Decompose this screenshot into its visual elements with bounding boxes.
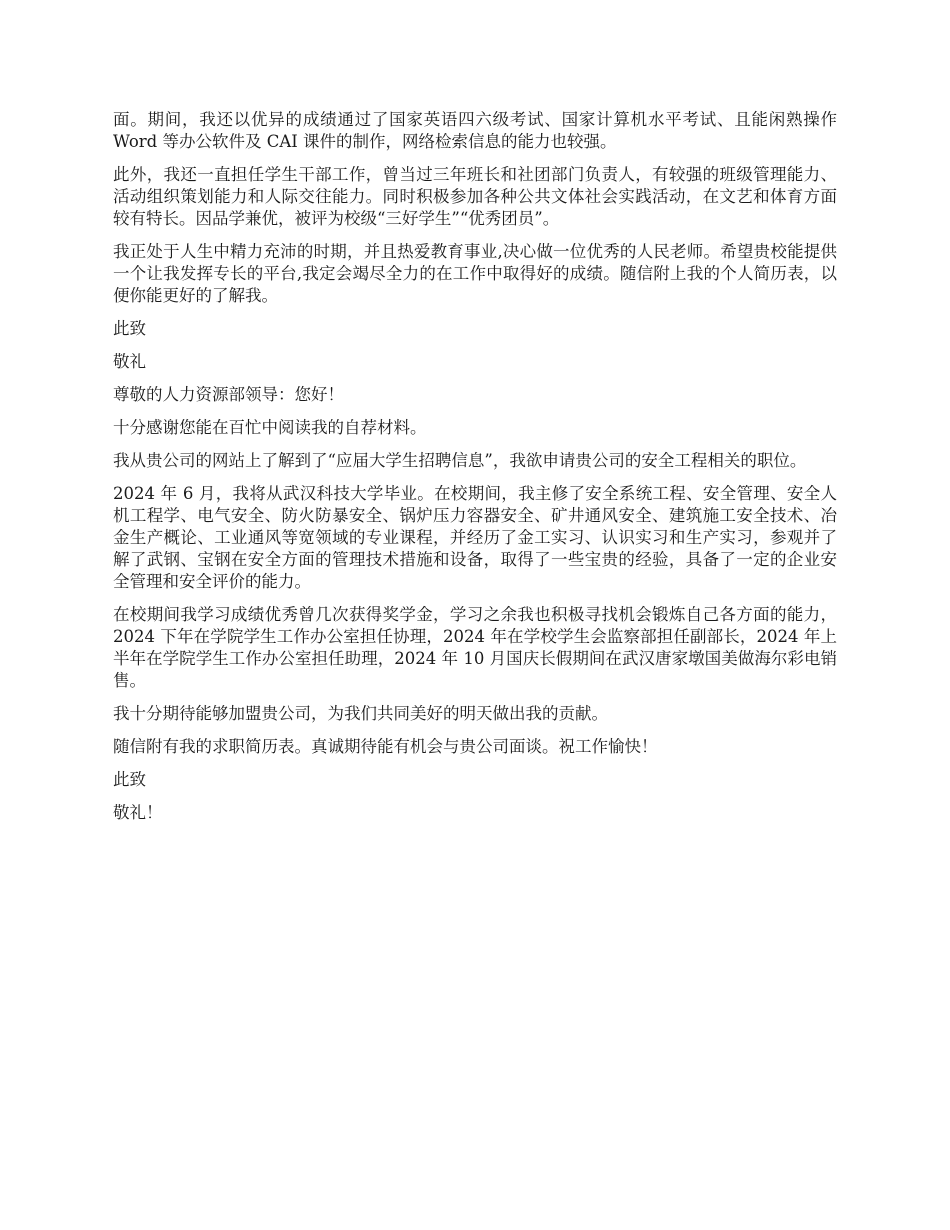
paragraph-application: 我从贵公司的网站上了解到了“应届大学生招聘信息”，我欲申请贵公司的安全工程相关的职位。 [113, 451, 807, 470]
paragraph-expectation: 我十分期待能够加盟贵公司，为我们共同美好的明天做出我的贡献。 [113, 704, 608, 723]
closing-salute: 敬礼 [113, 352, 146, 371]
paragraph-attachment: 随信附有我的求职简历表。真诚期待能有机会与贵公司面谈。祝工作愉快！ [113, 737, 658, 756]
closing-greeting: 此致 [113, 319, 146, 338]
paragraph-qualifications: 面。期间，我还以优异的成绩通过了国家英语四六级考试、国家计算机水平考试、且能闲熟操作 Word 等办公软件及 CAI 课件的制作，网络检索信息的能力也较强。 [113, 110, 837, 151]
salutation: 尊敬的人力资源部领导：您好！ [113, 385, 344, 404]
paragraph-thanks: 十分感谢您能在百忙中阅读我的自荐材料。 [113, 418, 427, 437]
paragraph-teaching-aspiration: 我正处于人生中精力充沛的时期，并且热爱教育事业,决心做一位优秀的人民老师。希望贵校能提供一个让我发挥专长的平台,我定会竭尽全力的在工作中取得好的成绩。随信附上我的个人简历表，以便你能更好的了解我。 [113, 242, 837, 305]
letter-body [113, 109, 837, 835]
paragraph-student-leader: 此外，我还一直担任学生干部工作，曾当过三年班长和社团部门负责人，有较强的班级管理能力、活动组织策划能力和人际交往能力。同时积极参加各种公共文体社会实践活动，在文艺和体育方面较有特长。因品学兼优，被评为校级“三好学生”“优秀团员”。 [113, 165, 837, 228]
closing-greeting-2: 此致 [113, 770, 146, 789]
paragraph-experience: 在校期间我学习成绩优秀曾几次获得奖学金，学习之余我也积极寻找机会锻炼自己各方面的能力，2024 下年在学院学生工作办公室担任协理，2024 年在学校学生会监察部担任副部长，2024 年上半年在学院学生工作办公室担任助理，2024 年 10 月国庆长假期间在武汉唐家墩国美做海尔彩电销售。 [113, 605, 837, 690]
closing-salute-2: 敬礼！ [113, 803, 163, 822]
paragraph-education: 2024 年 6 月，我将从武汉科技大学毕业。在校期间，我主修了安全系统工程、安全管理、安全人机工程学、电气安全、防火防暴安全、锅炉压力容器安全、矿井通风安全、建筑施工安全技术、冶金生产概论、工业通风等宽领域的专业课程，并经历了金工实习、认识实习和生产实习，参观并了解了武钢、宝钢在安全方面的管理技术措施和设备，取得了一些宝贵的经验，具备了一定的企业安全管理和安全评价的能力。 [113, 484, 837, 591]
